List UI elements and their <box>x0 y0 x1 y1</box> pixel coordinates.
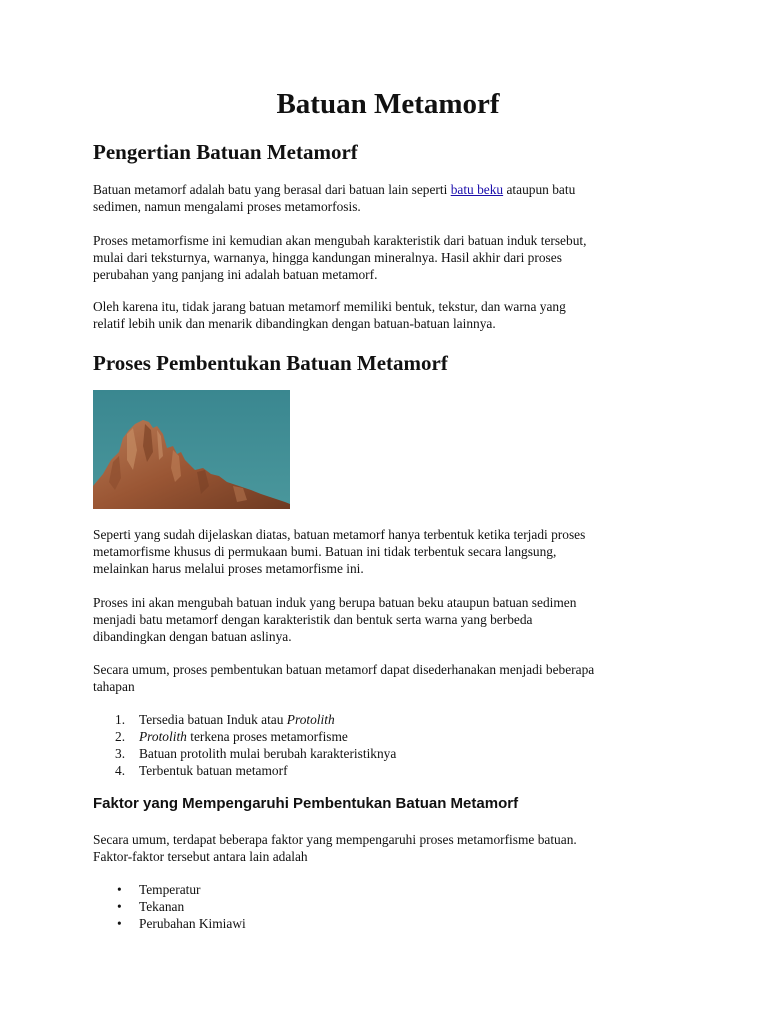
paragraph-metamorphism: Proses metamorfisme ini kemudian akan mengubah karakteristik dari batuan induk tersebut, mulai dari teksturnya, warnanya, hingga kandungan mineralnya. Hasil akhir dari proses perubahan yang panjang ini adalah batuan metamorf. <box>93 233 587 282</box>
list-item: • Tekanan <box>117 899 185 914</box>
bullet-icon: • <box>117 882 122 897</box>
list-item: 4. Terbentuk batuan metamorf <box>115 763 288 778</box>
paragraph-definition: Batuan metamorf adalah batu yang berasal dari batuan lain seperti batu beku ataupun batu sedimen, namun mengalami proses metamorfosis. <box>93 182 576 214</box>
list-item: • Temperatur <box>117 882 201 897</box>
section-heading-pengertian: Pengertian Batuan Metamorf <box>93 140 358 164</box>
paragraph-formation-stages: Secara umum, proses pembentukan batuan metamorf dapat disederhanakan menjadi beberapa tahapan <box>93 662 595 694</box>
bullet-icon: • <box>117 899 122 914</box>
list-item: 1. Tersedia batuan Induk atau Protolith <box>115 712 335 727</box>
paragraph-formation-intro: Seperti yang sudah dijelaskan diatas, batuan metamorf hanya terbentuk ketika terjadi proses metamorfisme khusus di permukaan bumi. Batuan ini tidak terbentuk secara langsung, melainkan harus melalui proses metamorfisme ini. <box>93 527 586 576</box>
formation-steps-list <box>93 711 396 779</box>
factors-list <box>93 881 246 932</box>
section-heading-faktor: Faktor yang Mempengaruhi Pembentukan Batuan Metamorf <box>93 795 519 812</box>
bullet-icon: • <box>117 916 122 931</box>
section-heading-pembentukan: Proses Pembentukan Batuan Metamorf <box>93 351 448 375</box>
document-title: Batuan Metamorf <box>276 88 500 120</box>
list-item: 2. Protolith terkena proses metamorfisme <box>115 729 348 744</box>
batu-beku-link[interactable]: batu beku <box>450 182 504 197</box>
paragraph-formation-change: Proses ini akan mengubah batuan induk yang berupa batuan beku ataupun batuan sedimen menjadi batu metamorf dengan karakteristik dan bentuk serta warna yang berbeda dibandingkan dengan batuan aslinya. <box>93 595 577 644</box>
paragraph-factors-intro: Secara umum, terdapat beberapa faktor yang mempengaruhi proses metamorfisme batuan. Faktor-faktor tersebut antara lain adalah <box>93 832 577 864</box>
list-item: 3. Batuan protolith mulai berubah karakteristiknya <box>115 746 397 761</box>
list-item: • Perubahan Kimiawi <box>117 916 246 931</box>
paragraph-unique-forms: Oleh karena itu, tidak jarang batuan metamorf memiliki bentuk, tekstur, dan warna yang relatif lebih unik dan menarik dibandingkan dengan batuan-batuan lainnya. <box>93 299 566 331</box>
rock-formation-photo <box>93 390 290 509</box>
